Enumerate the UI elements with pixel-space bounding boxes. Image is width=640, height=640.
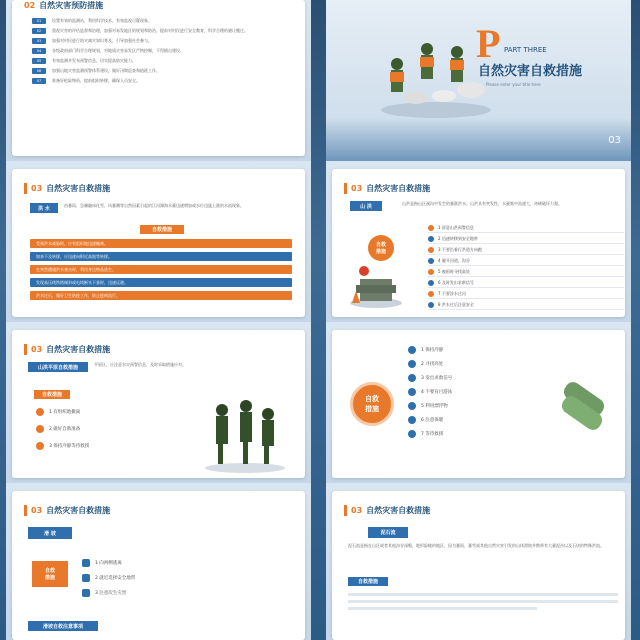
prevention-item xyxy=(32,58,293,64)
prevention-item xyxy=(32,38,293,44)
prevention-item-number: 05 xyxy=(32,58,46,64)
plain-flood-step xyxy=(36,442,186,450)
plain-flood-steps xyxy=(36,408,186,459)
item-text: 5 利用漂浮物 xyxy=(421,404,448,409)
prevention-item-number: 02 xyxy=(32,28,46,34)
text-line xyxy=(348,600,618,603)
section-title: 自然灾害自救措施 xyxy=(478,64,583,79)
prevention-item-number: 06 xyxy=(32,68,46,74)
item-text: 2 就近选择安全地带 xyxy=(95,576,136,581)
slide-7-landslide[interactable] xyxy=(6,483,311,640)
item-text: 2 寻找高处 xyxy=(421,362,444,367)
mountain-flood-item xyxy=(428,280,624,288)
step-text: 1 有组织地撤离 xyxy=(49,410,81,415)
landslide-items xyxy=(82,559,282,604)
slide-1-card xyxy=(12,0,305,156)
mountain-flood-items xyxy=(428,225,624,313)
item-text: 1 留意山洪预警信息 xyxy=(438,225,474,230)
self-rescue-item xyxy=(408,416,558,424)
item-marker xyxy=(82,559,90,567)
flood-step: 如来不及转移，应迅速向附近高地等转移。 xyxy=(30,252,292,261)
prevention-item xyxy=(32,78,293,84)
mountain-flood-item xyxy=(428,269,624,277)
slide-3-header xyxy=(24,181,110,195)
header-accent xyxy=(24,344,27,355)
mountain-flood-item xyxy=(428,236,624,244)
item-text: 3 发出求救信号 xyxy=(421,376,453,381)
prevention-item-text: 加强山地灾害监测预警体系建设，做好汛期巡查和值班工作。 xyxy=(52,68,160,73)
slide-1-header xyxy=(24,0,103,12)
mountain-flood-item xyxy=(428,247,624,255)
item-marker xyxy=(408,374,416,382)
flood-tag: 洪 水 xyxy=(30,203,58,213)
slide-1-list xyxy=(32,18,293,88)
debris-flow-tag: 泥石流 xyxy=(368,527,408,538)
slide-4-card xyxy=(332,169,625,317)
slide-8-card xyxy=(332,491,625,640)
slide-5-number: 03 xyxy=(31,344,43,354)
item-marker xyxy=(408,360,416,368)
mountain-flood-tag: 山 洪 xyxy=(350,201,382,211)
mountain-flood-item xyxy=(428,291,624,299)
item-text: 4 避开河道、沟谷 xyxy=(438,258,470,263)
self-rescue-item xyxy=(408,360,558,368)
item-marker xyxy=(428,291,434,297)
self-rescue-item xyxy=(408,374,558,382)
side-tag: 自救 措施 xyxy=(368,235,394,261)
part-label: PART THREE xyxy=(504,46,547,54)
self-rescue-item xyxy=(408,402,558,410)
item-marker xyxy=(82,574,90,582)
plain-flood-intro: 平原区，应注意水灾预警信息，及时采取措施应对。 xyxy=(94,362,186,367)
prevention-item xyxy=(32,68,293,74)
slide-7-header xyxy=(24,503,110,517)
slide-1-title: 自然灾害预防措施 xyxy=(39,0,104,10)
prevention-item-text: 各级政府部门科学合理规划，对地质灾害易发区严格控制，不得擅自建设。 xyxy=(52,48,184,53)
slide-5-card xyxy=(12,330,305,478)
item-text: 8 洪水过后注意安全 xyxy=(438,302,474,307)
slide-8-debris-flow[interactable] xyxy=(326,483,631,640)
item-marker xyxy=(428,247,434,253)
item-marker xyxy=(428,269,434,275)
mountain-flood-item xyxy=(428,302,624,310)
landslide-item xyxy=(82,559,282,567)
prevention-item-number: 03 xyxy=(32,38,46,44)
slide-8-title: 自然灾害自救措施 xyxy=(366,505,431,515)
header-accent xyxy=(24,183,27,194)
prevention-item-number: 04 xyxy=(32,48,46,54)
mountain-flood-intro: 山洪是指山区溪沟中发生的暴涨洪水。山洪具有突发性，水量集中流速大，冲刷破坏力强。 xyxy=(402,201,562,206)
flood-steps xyxy=(30,239,292,304)
slide-2-section-cover[interactable] xyxy=(326,0,631,168)
step-text: 2 做好自救准备 xyxy=(49,427,81,432)
item-text: 6 注意保暖 xyxy=(421,418,444,423)
flood-step: 洪水过后，做好卫生防疫工作，防止疫病流行。 xyxy=(30,291,292,300)
slide-1-prevention[interactable] xyxy=(6,0,311,168)
page-number: 03 xyxy=(608,135,621,146)
slide-5-plain-flood[interactable] xyxy=(6,322,311,490)
slide-5-header xyxy=(24,342,110,356)
item-text: 7 不要涉水过河 xyxy=(438,291,466,296)
landslide-item xyxy=(82,589,282,597)
landslide-item xyxy=(82,574,282,582)
landslide-footer-tag: 滑坡自救注意事项 xyxy=(28,621,98,631)
prevention-item-text: 有效监测并发布预警信息，切实提高防灾能力。 xyxy=(52,58,136,63)
header-accent xyxy=(24,505,27,516)
item-marker xyxy=(82,589,90,597)
item-marker xyxy=(408,388,416,396)
item-text: 1 保持冷静 xyxy=(421,348,444,353)
debris-flow-sub-tag: 自救措施 xyxy=(348,577,388,586)
flood-step: 发现高压线铁塔倾斜或电线断头下垂时，迅速远避。 xyxy=(30,278,292,287)
prevention-item-number: 07 xyxy=(32,78,46,84)
prevention-item xyxy=(32,18,293,24)
header-accent xyxy=(344,183,347,194)
prevention-item-text: 准备好抢险物资，提前组织转移，确保人员安全。 xyxy=(52,78,140,83)
text-line xyxy=(348,593,618,596)
step-marker xyxy=(36,425,44,433)
flood-sub-tag: 自救措施 xyxy=(140,225,184,234)
flood-warning-illustration xyxy=(346,263,406,309)
landslide-side-tag: 自救 措施 xyxy=(32,561,68,587)
slide-3-number: 03 xyxy=(31,183,43,193)
landslide-tag: 滑 坡 xyxy=(28,527,72,539)
self-rescue-circle: 自救 措施 xyxy=(350,382,394,426)
item-text: 7 等待救援 xyxy=(421,432,444,437)
plain-flood-step xyxy=(36,425,186,433)
slide-3-flood[interactable] xyxy=(6,161,311,329)
prevention-item-text: 加强对村民进行防灾减灾知识普及，引导加强社会参与。 xyxy=(52,38,152,43)
plain-flood-step xyxy=(36,408,186,416)
section-subtitle: Please enter your title here xyxy=(486,82,541,87)
slide-7-number: 03 xyxy=(31,505,43,515)
self-rescue-items xyxy=(408,346,558,444)
item-text: 5 被困时寻找高处 xyxy=(438,269,470,274)
header-accent xyxy=(344,505,347,516)
slide-6-self-rescue[interactable] xyxy=(326,322,631,490)
text-line xyxy=(348,607,537,610)
step-text: 3 保持冷静等待救援 xyxy=(49,444,90,449)
item-marker xyxy=(408,402,416,410)
item-marker xyxy=(408,430,416,438)
slide-5-title: 自然灾害自救措施 xyxy=(46,344,111,354)
plain-flood-sub-tag: 自救措施 xyxy=(34,390,70,399)
self-rescue-item xyxy=(408,346,558,354)
step-marker xyxy=(36,442,44,450)
self-rescue-item xyxy=(408,430,558,438)
prevention-item-text: 重视灾害的评估监督和治理，加强对易发地区的规划和防治，提前对村民进行安全教育，科学合理的避让搬迁。 xyxy=(52,28,248,33)
item-marker xyxy=(428,236,434,242)
slide-4-header xyxy=(344,181,430,195)
mountain-flood-item xyxy=(428,225,624,233)
item-marker xyxy=(408,416,416,424)
plain-flood-tag: 山洪平原自救措施 xyxy=(28,362,88,372)
flood-step: 在突然遭遇洪水袭击时，利用身边物品逃生。 xyxy=(30,265,292,274)
item-marker xyxy=(428,280,434,286)
slide-7-card xyxy=(12,491,305,640)
slide-8-header xyxy=(344,503,430,517)
prevention-item xyxy=(32,48,293,54)
prevention-item-number: 01 xyxy=(32,18,46,24)
item-text: 6 及时发出求救信号 xyxy=(438,280,474,285)
flood-step: 受到洪水威胁时，应有组织地迅速撤离。 xyxy=(30,239,292,248)
item-marker xyxy=(428,258,434,264)
item-marker xyxy=(428,225,434,231)
slide-6-card xyxy=(332,330,625,478)
slide-4-title: 自然灾害自救措施 xyxy=(366,183,431,193)
prevention-item-text: 设置有效的监测站，利用科学技术，有效监视可疑现象。 xyxy=(52,18,152,23)
slide-7-title: 自然灾害自救措施 xyxy=(46,505,111,515)
slide-8-number: 03 xyxy=(351,505,363,515)
slide-3-title: 自然灾害自救措施 xyxy=(46,183,111,193)
debris-flow-intro: 泥石流是指在山区或者其他沟谷深壑，地形险峻的地区，因为暴雨、暴雪或其他自然灾害引发的山体滑坡并携带有大量泥沙以及石块的特殊洪流。 xyxy=(348,543,604,548)
item-text: 3 注意次生灾害 xyxy=(95,591,127,596)
item-text: 1 向两侧逃离 xyxy=(95,561,122,566)
slide-1-number: 02 xyxy=(24,0,36,10)
self-rescue-item xyxy=(408,388,558,396)
step-marker xyxy=(36,408,44,416)
slide-4-number: 03 xyxy=(351,183,363,193)
debris-flow-body-lines xyxy=(348,593,618,610)
part-letter: P xyxy=(476,21,501,66)
item-text: 2 迅速转移到安全地带 xyxy=(438,236,478,241)
prevention-item xyxy=(32,28,293,34)
sandbag-illustration xyxy=(554,376,614,436)
flood-intro: 由暴雨、急骤融冰化雪、风暴潮等自然因素引起的江河湖海水量迅速增加或水位迅猛上涨的水流现象。 xyxy=(64,203,244,208)
slide-4-mountain-flood[interactable] xyxy=(326,161,631,329)
item-marker xyxy=(408,346,416,354)
slide-3-card xyxy=(12,169,305,317)
item-text: 4 不要盲目游泳 xyxy=(421,390,453,395)
mountain-flood-item xyxy=(428,258,624,266)
soldiers-carrying-illustration xyxy=(200,386,290,476)
item-marker xyxy=(428,302,434,308)
item-text: 3 不要沿着行洪道方向跑 xyxy=(438,247,482,252)
